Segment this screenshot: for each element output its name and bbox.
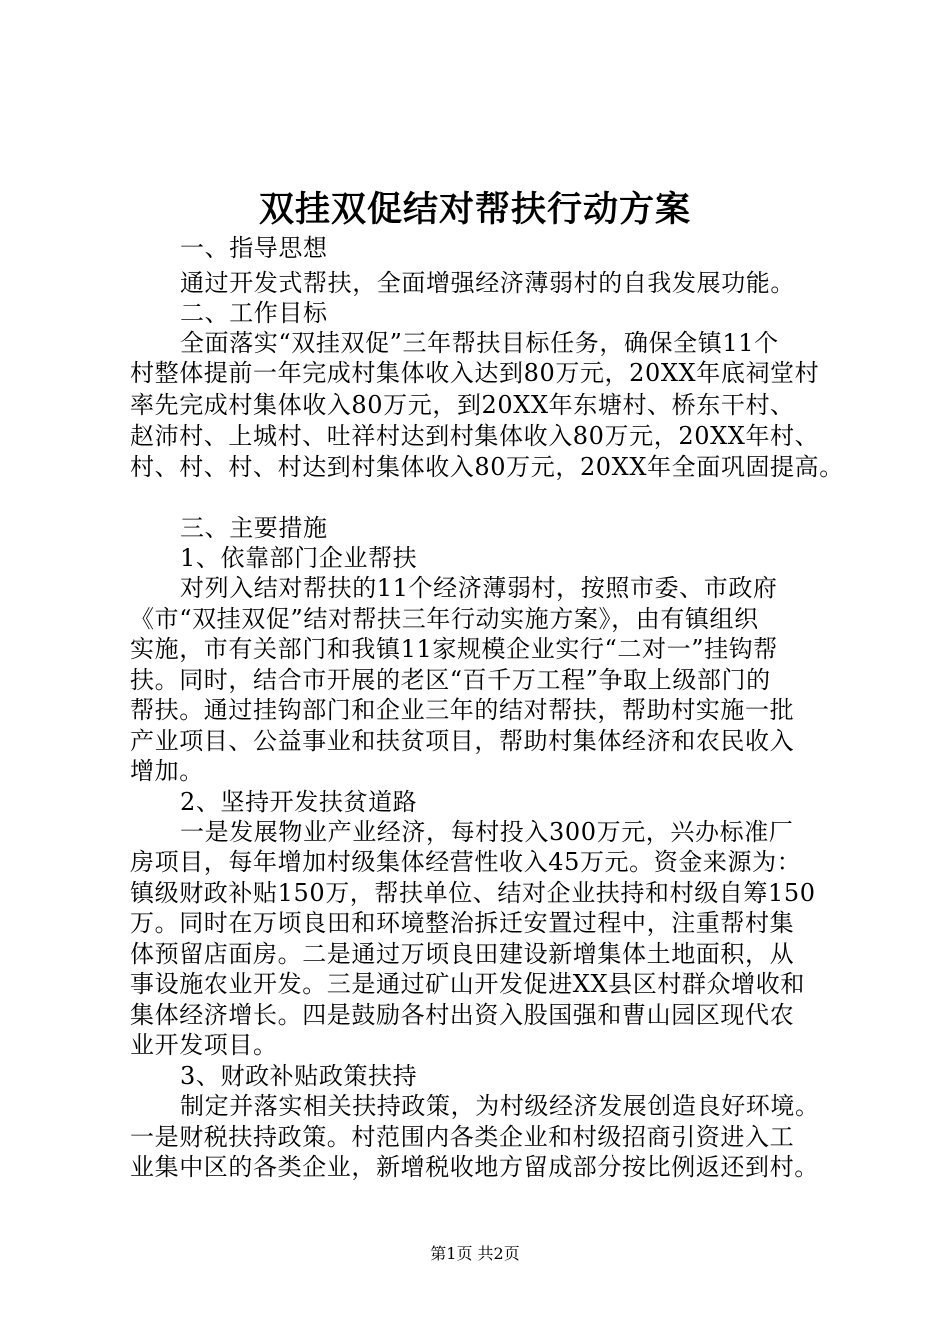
document-title: 双挂双促结对帮扶行动方案 bbox=[258, 189, 691, 230]
paragraph-line: 通过开发式帮扶，全面增强经济薄弱村的自我发展功能。 bbox=[180, 269, 795, 297]
heading-main-measures: 三、主要措施 bbox=[180, 514, 328, 542]
paragraph-line: 实施，市有关部门和我镇11家规模企业实行“二对一”挂钩帮 bbox=[130, 635, 778, 663]
paragraph-line: 赵沛村、上城村、吐祥村达到村集体收入80万元，20XX年村、 bbox=[130, 422, 820, 450]
paragraph-line: 帮扶。通过挂钩部门和企业三年的结对帮扶，帮助村实施一批 bbox=[130, 696, 795, 724]
paragraph-line: 全面落实“双挂双促”三年帮扶目标任务，确保全镇11个 bbox=[180, 329, 779, 357]
paragraph-line: 体预留店面房。二是通过万顷良田建设新增集体土地面积，从 bbox=[130, 940, 795, 968]
page-number-footer: 第1页 共2页 bbox=[430, 1244, 520, 1263]
paragraph-line: 镇级财政补贴150万，帮扶单位、结对企业扶持和村级自筹150 bbox=[130, 879, 816, 907]
subheading-development-path: 2、坚持开发扶贫道路 bbox=[180, 788, 418, 816]
paragraph-line: 一是发展物业产业经济，每村投入300万元，兴办标准厂 bbox=[180, 818, 794, 846]
paragraph-line: 对列入结对帮扶的11个经济薄弱村，按照市委、市政府 bbox=[180, 574, 778, 602]
paragraph-line: 一是财税扶持政策。村范围内各类企业和村级招商引资进入工 bbox=[130, 1123, 795, 1151]
subheading-dept-enterprise-aid: 1、依靠部门企业帮扶 bbox=[180, 544, 418, 572]
paragraph-line: 《市“双挂双促”结对帮扶三年行动实施方案》，由有镇组织 bbox=[130, 605, 759, 633]
paragraph-line: 村整体提前一年完成村集体收入达到80万元，20XX年底祠堂村 bbox=[130, 359, 820, 387]
paragraph-line: 村、村、村、村达到村集体收入80万元，20XX年全面巩固提高。 bbox=[130, 453, 844, 481]
paragraph-line: 扶。同时，结合市开展的老区“百千万工程”争取上级部门的 bbox=[130, 666, 771, 694]
paragraph-line: 业开发项目。 bbox=[130, 1031, 278, 1059]
paragraph-line: 业集中区的各类企业，新增税收地方留成部分按比例返还到村。 bbox=[130, 1153, 819, 1181]
paragraph-line: 事设施农业开发。三是通过矿山开发促进XX县区村群众增收和 bbox=[130, 970, 805, 998]
heading-guiding-ideology: 一、指导思想 bbox=[180, 234, 328, 262]
paragraph-line: 房项目，每年增加村级集体经营性收入45万元。资金来源为： bbox=[130, 848, 802, 876]
paragraph-line: 率先完成村集体收入80万元，到20XX年东塘村、桥东干村、 bbox=[130, 391, 795, 419]
paragraph-line: 产业项目、公益事业和扶贫项目，帮助村集体经济和农民收入 bbox=[130, 727, 795, 755]
heading-work-goals: 二、工作目标 bbox=[180, 299, 328, 327]
paragraph-line: 增加。 bbox=[130, 757, 204, 785]
subheading-fiscal-subsidy: 3、财政补贴政策扶持 bbox=[180, 1062, 418, 1090]
paragraph-line: 万。同时在万顷良田和环境整治拆迁安置过程中，注重帮村集 bbox=[130, 909, 795, 937]
paragraph-line: 集体经济增长。四是鼓励各村出资入股国强和曹山园区现代农 bbox=[130, 1001, 795, 1029]
paragraph-line: 制定并落实相关扶持政策，为村级经济发展创造良好环境。 bbox=[180, 1092, 820, 1120]
